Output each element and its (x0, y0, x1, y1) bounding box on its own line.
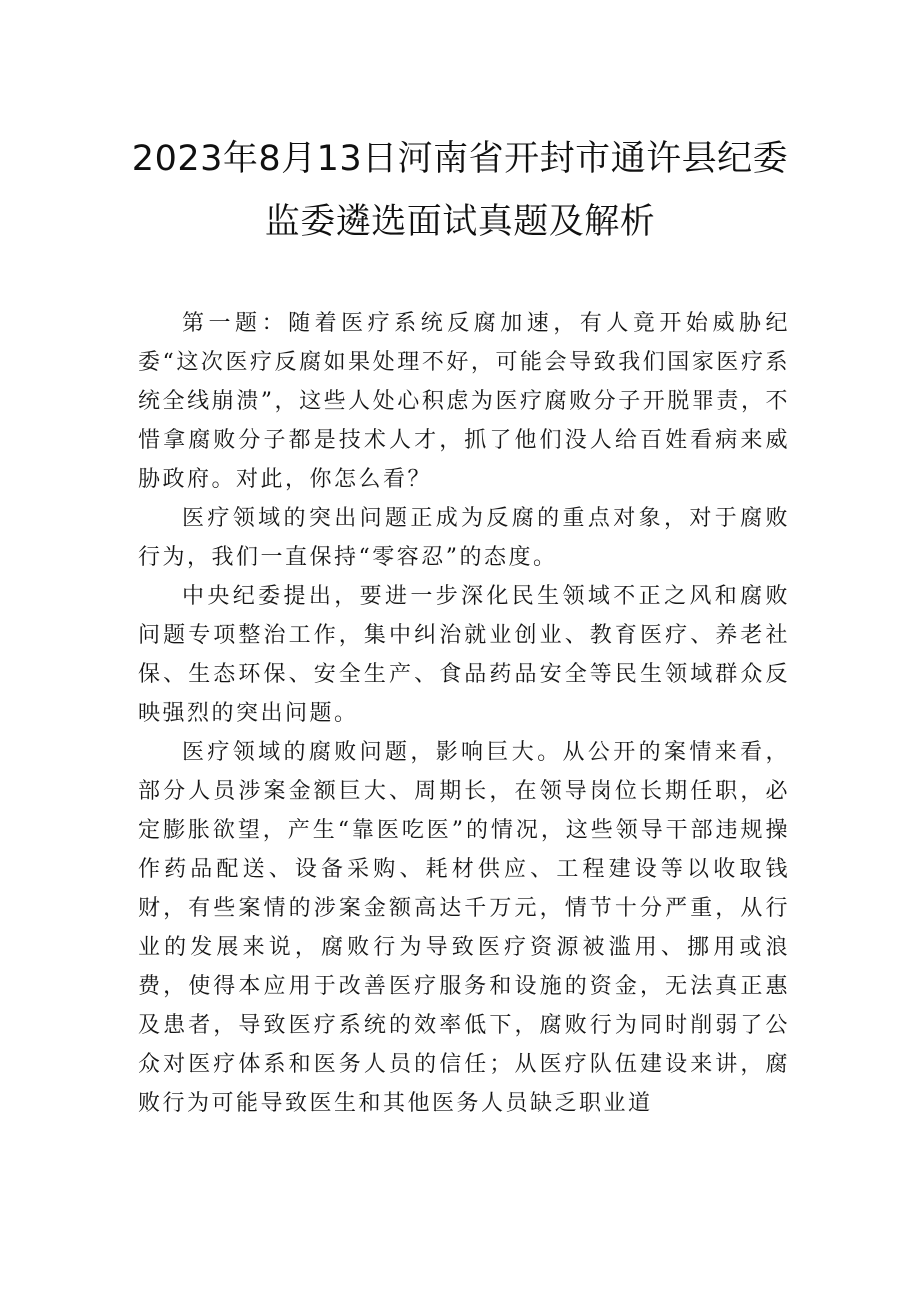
paragraph-question: 第一题：随着医疗系统反腐加速，有人竟开始威胁纪委“这次医疗反腐如果处理不好，可能会导致我们国家医疗系统全线崩溃”，这些人处心积虑为医疗腐败分子开脱罪责，不惜拿腐败分子都是技术人才，抓了他们没人给百姓看病来威胁政府。对此，你怎么看？ (138, 311, 790, 492)
paragraph-corruption-impact: 医疗领域的腐败问题，影响巨大。从公开的案情来看，部分人员涉案金额巨大、周期长，在领导岗位长期任职，必定膨胀欲望，产生“靠医吃医”的情况，这些领导干部违规操作药品配送、设备采购、耗材供应、工程建设等以收取钱财，有些案情的涉案金额高达千万元，情节十分严重，从行业的发展来说，腐败行为导致医疗资源被滥用、挪用或浪费，使得本应用于改善医疗服务和设施的资金，无法真正惠及患者，导致医疗系统的效率低下，腐败行为同时削弱了公众对医疗体系和医务人员的信任；从医疗队伍建设来讲，腐败行为可能导致医生和其他医务人员缺乏职业道 (138, 740, 790, 1116)
document-title (0, 128, 920, 254)
paragraph-central-commission: 中央纪委提出，要进一步深化民生领域不正之风和腐败问题专项整治工作，集中纠治就业创业、教育医疗、养老社保、生态环保、安全生产、食品药品安全等民生领域群众反映强烈的突出问题。 (138, 584, 790, 726)
title-line-1: 2023年8月13日河南省开封市通许县纪委 (131, 139, 789, 179)
paragraph-answer-intro: 医疗领域的突出问题正成为反腐的重点对象，对于腐败行为，我们一直保持“零容忍”的态度。 (138, 506, 790, 570)
document-body (138, 304, 790, 1123)
title-line-2: 监委遴选面试真题及解析 (264, 202, 656, 242)
